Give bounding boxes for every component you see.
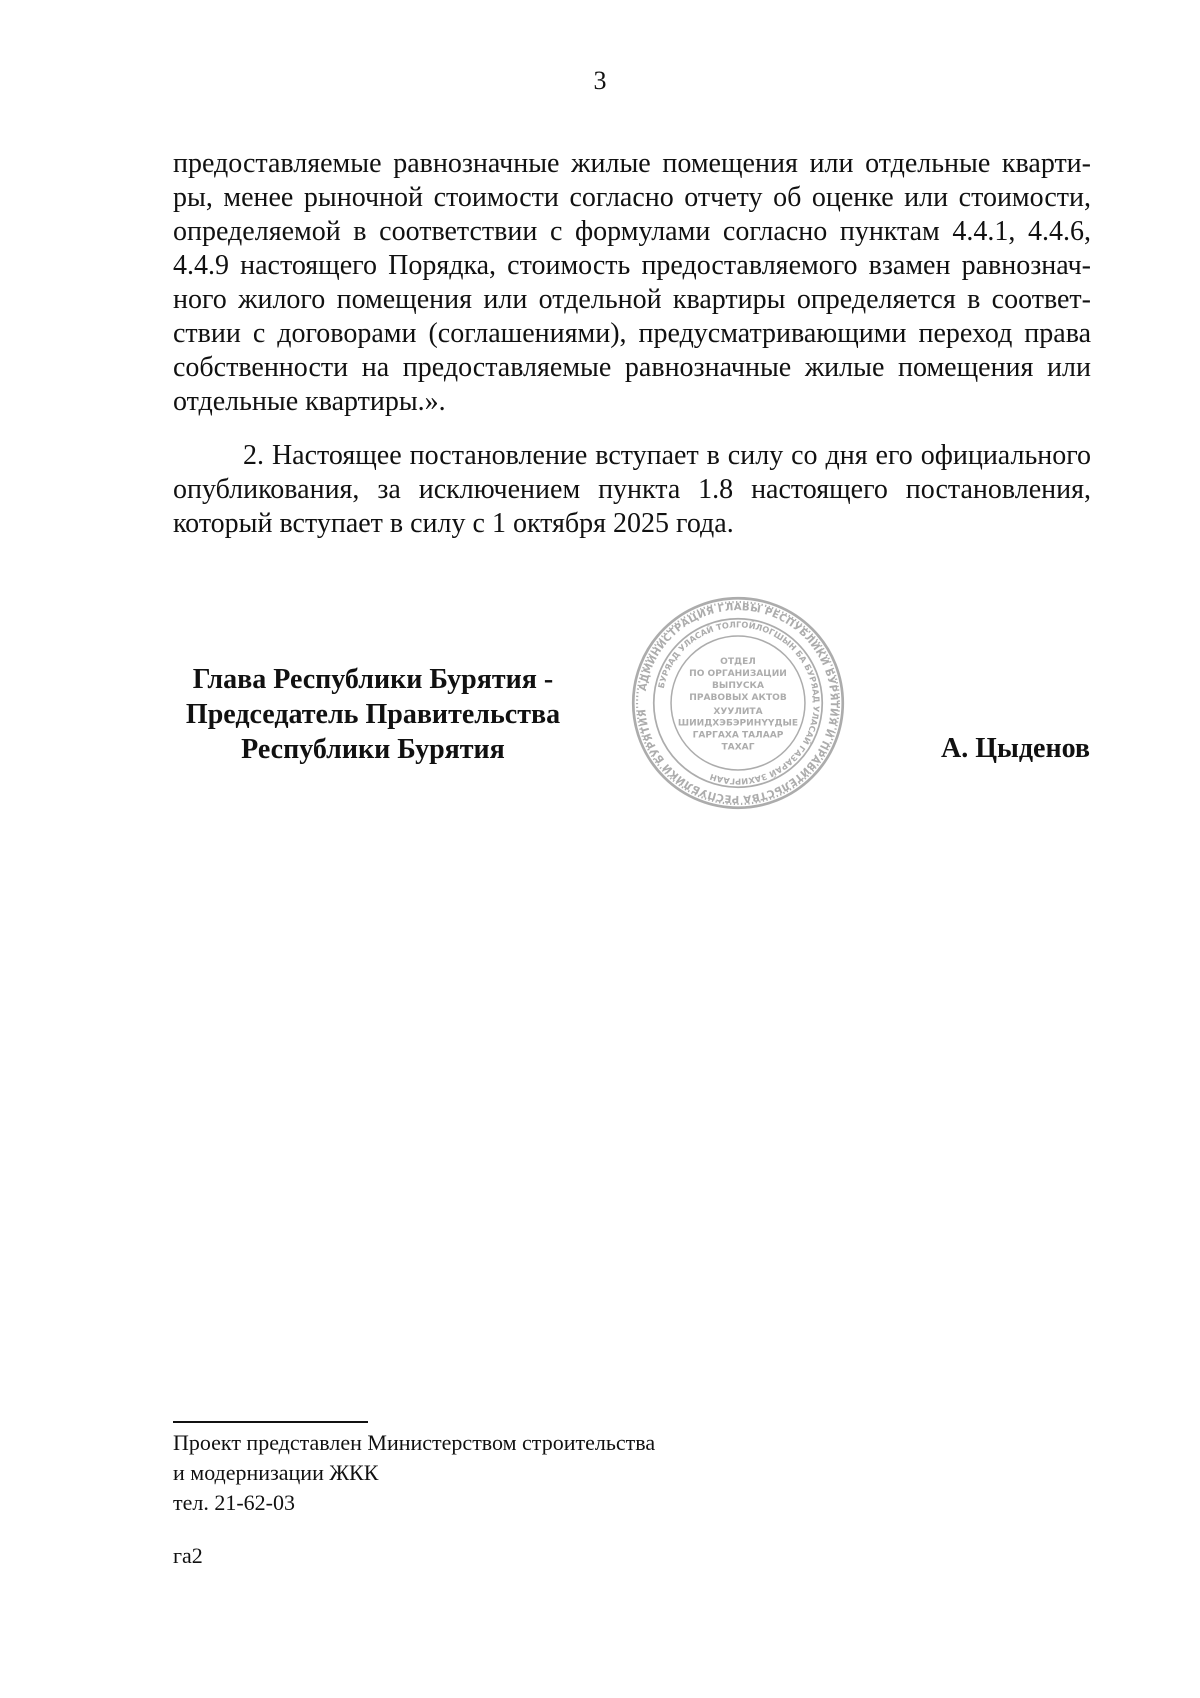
paragraph-effective-date: 2. Настоящее постановление вступает в силу со дня его официального опубликования, за исключением пункта 1.8 настоящего постановления, который вступает в силу с 1 октября 2025 года. xyxy=(173,440,1091,539)
footnote xyxy=(173,1428,655,1518)
signatory-title-line: Республики Бурятия xyxy=(241,734,505,765)
footnote-divider xyxy=(173,1421,368,1423)
footnote-line: и модернизации ЖКК xyxy=(173,1460,379,1485)
official-seal xyxy=(630,595,846,811)
seal-center-line: ОТДЕЛ xyxy=(720,657,756,668)
seal-inner-ring-text: БУРЯАД УЛАСАЙ ТОЛГОЙЛОГШЫН БА БУРЯАД УЛАСАЙ ГАЗАРАЙ ЗАХИРГААН xyxy=(655,619,822,787)
signatory-title-line: Председатель Правительства xyxy=(185,699,561,730)
svg-text:АДМИНИСТРАЦИЯ ГЛАВЫ РЕСПУБЛИКИ xyxy=(637,602,839,804)
seal-center-line: ШИИДХЭБЭРИНҮҮДЫЕ xyxy=(677,718,799,729)
page-number: 3 xyxy=(593,66,607,95)
footnote-line: тел. 21-62-03 xyxy=(173,1490,296,1515)
seal-ring-text: АДМИНИСТРАЦИЯ ГЛАВЫ РЕСПУБЛИКИ БУРЯТИЯ И ПРАВИТЕЛЬСТВА РЕСПУБЛИКИ БУРЯТИЯ xyxy=(637,602,839,804)
document-code: га2 xyxy=(173,1543,203,1568)
signatory-title xyxy=(170,662,576,767)
paragraph-continuation: предоставляемые равнозначные жилые помещения или отдельные квартиры, менее рыночной стоимости согласно отчету об оценке или стоимости, определяемой в соответствии с формулами согласно пунктам 4.4.1, 4.4.6, 4.4.9 настоящего Порядка, стоимость предоставляемого взамен равнозначного жилого помещения или отдельной квартиры определяется в соответствии с договорами (соглашениями), предусматривающими переход права собственности на предоставляемые равнозначные жилые помещения или отдельные квартиры.». xyxy=(173,148,1091,417)
seal-center-line: ПО ОРГАНИЗАЦИИ xyxy=(689,669,787,679)
seal-outer-rim xyxy=(633,598,843,808)
footnote-line: Проект представлен Министерством строительства xyxy=(173,1430,656,1455)
seal-center-line: ГАРГАХА ТАЛААР xyxy=(692,730,784,741)
svg-text:БУРЯАД УЛАСАЙ ТОЛГОЙЛОГШЫН БА xyxy=(656,619,822,786)
signatory-name: А. Цыденов xyxy=(940,733,1090,764)
seal-center-line: ТАХАГ xyxy=(721,742,755,753)
seal-center-line: ХУУЛИТА xyxy=(713,706,763,717)
seal-center-line: ПРАВОВЫХ АКТОВ xyxy=(689,692,787,703)
signatory-title-line: Глава Республики Бурятия - xyxy=(192,664,554,695)
seal-center-line: ВЫПУСКА xyxy=(712,680,764,691)
